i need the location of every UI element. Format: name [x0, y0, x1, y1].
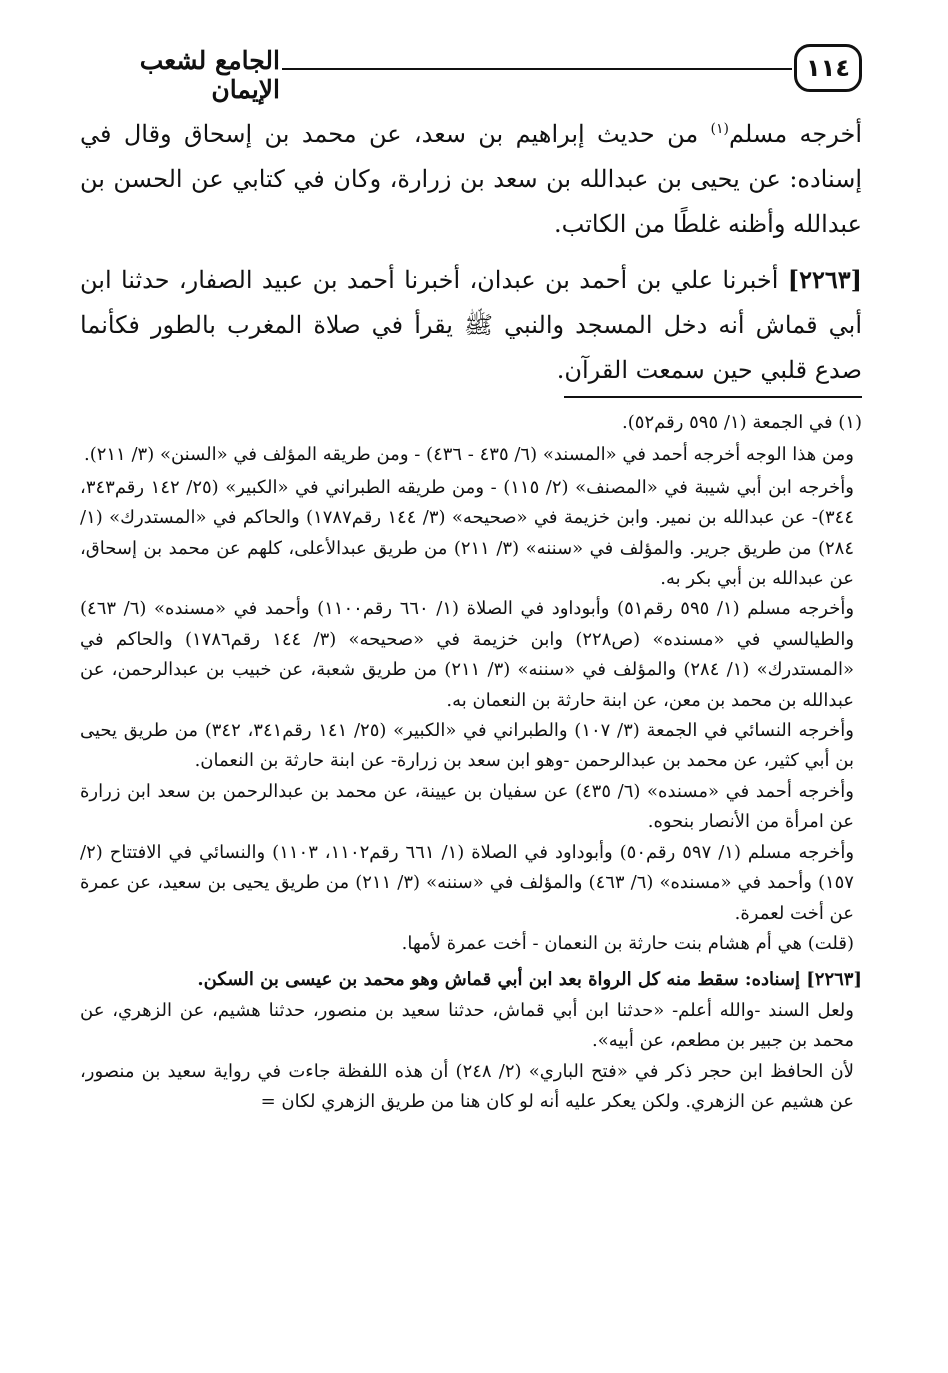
paragraph-1 [80, 112, 862, 247]
footnote-line: وأخرجه ابن أبي شيبة في «المصنف» (٢/ ١١٥) - ومن طريقه الطبراني في «الكبير» (٢٥/ ١٤٢ رقم٣٤٣، ٣٤٤)- عن عبدالله بن نمير. وابن خزيمة في «صحيحه» (٣/ ١٤٤ رقم١٧٨٧) والحاكم في «المستدرك» (١/ ٢٨٤) من طريق جرير. والمؤلف في «سننه» (٣/ ٢١١) من طريق عبدالأعلى، كلهم عن محمد بن إسحاق، عن عبدالله بن أبي بكر به. [80, 476, 855, 590]
paragraph-1-rest: من حديث إبراهيم بن سعد، عن محمد بن إسحاق وقال في إسناده: عن يحيى بن عبدالله بن سعد بن زرارة، وكان في كتابي عن الحسن بن عبدالله وأظنه غلطًا من الكاتب. [80, 120, 862, 238]
footnote-line: وأخرجه مسلم (١/ ٥٩٧ رقم٥٠) وأبوداود في الصلاة (١/ ٦٦١ رقم١١٠٢، ١١٠٣) والنسائي في الافتتاح (٢/ ١٥٧) وأحمد في «مسنده» (٦/ ٤٦٣) والمؤلف في «سننه» (٣/ ٢١١) من طريق يحيى بن سعيد، عن عمرة عن أخت لعمرة. [80, 841, 855, 924]
footnote-line: وأخرجه النسائي في الجمعة (٣/ ١٠٧) والطبراني في «الكبير» (٢٥/ ١٤١ رقم٣٤١، ٣٤٢) من طريق يحيى بن أبي كثير، عن محمد بن عبدالرحمن -وهو ابن سعد بن زرارة- عن ابنة حارثة بن النعمان. [80, 720, 854, 772]
hadith-2263 [80, 257, 862, 393]
main-text [80, 112, 862, 393]
hadith-2263-commentary: [٢٢٦٣] إسناده: سقط منه كل الرواة بعد ابن أبي قماش وهو محمد بن عيسى بن السكن. [197, 969, 862, 991]
footnote-line: لأن الحافظ ابن حجر ذكر في «فتح الباري» (٢/ ٢٤٨) أن هذه اللفظة جاءت في رواية سعيد بن منصور، عن هشيم عن الزهري. ولكن يعكر عليه أنه لو كان هنا من طريق الزهري لكان = [80, 1060, 855, 1112]
paragraph-1-start: أخرجه مسلم [729, 120, 862, 148]
footnote-line: وأخرجه أحمد في «مسنده» (٦/ ٤٣٥) عن سفيان بن عيينة، عن محمد بن عبدالرحمن بن سعد ابن زرارة عن امرأة من الأنصار بنحوه. [80, 780, 854, 833]
page-number: ١١٤ [794, 44, 862, 92]
footnote-ref-1: (١) [710, 121, 730, 137]
footnote-line: وأخرجه مسلم (١/ ٥٩٥ رقم٥١) وأبوداود في الصلاة (١/ ٦٦٠ رقم١١٠٠) وأحمد في «مسنده» (٦/ ٤٦٣) والطيالسي في «مسنده» (ص٢٢٨) وابن خزيمة في «صحيحه» (٣/ ١٤٤ رقم١٧٨٦) والحاكم في «المستدرك» (١/ ٢٨٤) والمؤلف في «سننه» (٣/ ٢١١) من طريق شعبة، عن خبيب بن عبدالرحمن، عن عبدالله بن محمد بن معن، عن ابنة حارثة بن النعمان به. [80, 598, 855, 711]
page-header [80, 38, 862, 104]
book-title: الجامع لشعب الإيمان [139, 46, 280, 104]
footnotes [80, 408, 862, 1117]
footnote-line: ولعل السند -والله أعلم- «حدثنا ابن أبي قماش، حدثنا سعيد بن منصور، حدثنا هشيم، عن الزهري، عن محمد بن جبير بن مطعم، عن أبيه». [80, 999, 854, 1052]
footnote-note: (قلت) هي أم هشام بنت حارثة بن النعمان - أخت عمرة لأمها. [401, 932, 854, 954]
header-rule [282, 68, 792, 70]
footnote-separator [564, 396, 862, 398]
footnote-line: ومن هذا الوجه أخرجه أحمد في «المسند» (٦/ ٤٣٥ - ٤٣٦) - ومن طريقه المؤلف في «السنن» (٣/ ٢١١). [83, 444, 854, 466]
hadith-text: أخبرنا علي بن أحمد بن عبدان، أخبرنا أحمد بن عبيد الصفار، حدثنا ابن أبي قماش أنه دخل المسجد والنبي ﷺ يقرأ في صلاة المغرب بالطور فكأنما صدع قلبي حين سمعت القرآن. [80, 266, 862, 384]
footnote-1: (١) في الجمعة (١/ ٥٩٥ رقم٥٢). [622, 412, 862, 433]
hadith-number: [٢٢٦٣] [787, 265, 862, 294]
